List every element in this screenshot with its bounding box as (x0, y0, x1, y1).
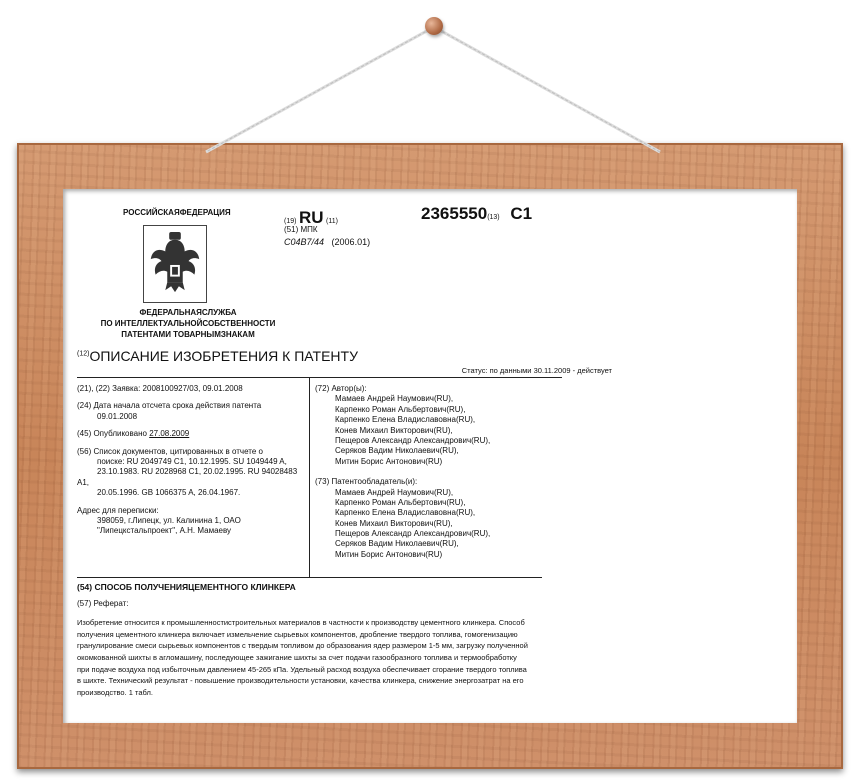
list-item: Конев Михаил Викторович(RU), (335, 425, 453, 435)
list-item: Карпенко Елена Владиславовна(RU), (335, 508, 476, 518)
pin-icon (425, 17, 443, 35)
patent-number: 2365550(13) C1 (421, 204, 533, 223)
coat-of-arms-icon (143, 225, 207, 303)
list-item: Пещеров Александр Александрович(RU), (335, 435, 491, 445)
list-item: Серяков Вадим Николаевич(RU), (335, 539, 459, 549)
wooden-frame (17, 143, 843, 769)
list-item: Конев Михаил Викторович(RU), (335, 518, 453, 528)
patent-document (63, 189, 797, 723)
divider (77, 577, 542, 578)
agency-name: ФЕДЕРАЛЬНАЯСЛУЖБА ПО ИНТЕЛЛЕКТУАЛЬНОЙСОБСТВЕННОСТИ ПАТЕНТАМИ ТОВАРНЫМЗНАКАМ (100, 308, 276, 339)
divider (309, 377, 310, 577)
list-item: Карпенко Роман Альбертович(RU), (335, 404, 466, 414)
invention-title: (54) СПОСОБ ПОЛУЧЕНИЯЦЕМЕНТНОГО КЛИНКЕРА (77, 582, 296, 592)
list-item: Пещеров Александр Александрович(RU), (335, 529, 491, 539)
description-title: $^{(12)}$ОПИСАНИЕ ИЗОБРЕТЕНИЯ К ПАТЕНТУ (77, 348, 358, 364)
authors-block: (72) Автор(ы): Мамаев Андрей Наумович(RU), Карпенко Роман Альбертович(RU), Карпенко Елена Владиславовна(RU), Конев Михаил Викторович(RU), Пещеров Александр Александрович(RU), Серяков Вадим Николаевич(RU), Митин Борис Антонович(RU) (73) Патентообладатель(и): Мамаев Андрей Наумович(RU), Карпенко Роман Альбертович(RU), Карпенко Елена Владиславовна(RU), Конев Михаил Викторович(RU), Пещеров Александр Александрович(RU), Серяков Вадим Николаевич(RU), Митин Борис Антонович(RU) (315, 384, 555, 560)
list-item: Серяков Вадим Николаевич(RU), (335, 446, 459, 456)
country-code: (19) RU (11) (284, 208, 338, 227)
abstract-label: (57) Реферат: (77, 599, 129, 608)
country-label: РОССИЙСКАЯФЕДЕРАЦИЯ (123, 208, 231, 217)
list-item: Карпенко Роман Альбертович(RU), (335, 497, 466, 507)
abstract-text: Изобретение относится к промышленностистроительных материалов в частности к производству цементного клинкера. Способ получения цементного клинкера включает измельчение сырьевых компонентов, дробление твердого топлива, гомогенизацию гранулирование смеси сырьевых компонентов с твердым топливом до образования ядер размером 1-5 мм, загрузку полученной окомкованной шихты в агломашину, последующее зажигание шихты за счет подачи газообразного топлива и термообработку при подаче воздуха под избыточным давлением 45-265 кПа. Удельный расход воздуха обеспечивает сгорание твердого топлива в шихте. Технический результат - повышение производительности установки, качества клинкера, снижение энергозатрат на его производство. 1 табл. (77, 618, 528, 697)
mpk-class: C04B7/44 (2006.01) (284, 237, 371, 247)
list-item: Митин Борис Антонович(RU) (335, 456, 443, 466)
divider (77, 377, 562, 378)
list-item: Карпенко Елена Владиславовна(RU), (335, 415, 476, 425)
bibliographic-data: (21), (22) Заявка: 2008100927/03, 09.01.2008 (24) Дата начала отсчета срока действия патента 09.01.2008 (45) Опубликовано 27.08.2009 (56) Список документов, цитированных в отчете о поиске: RU 2049749 C1, 10.12.1995. SU 1049449 A, 23.10.1983. RU 2028968 C1, 20.02.1995. RU 94028483 A1, 20.05.1996. GB 1066375 A, 26.04.1967. Адрес для переписки: 398059, г.Липецк, ул. Калинина 1, ОАО "Липецкстальпроект", А.Н. Мамаеву (77, 384, 298, 536)
list-item: Мамаев Андрей Наумович(RU), (335, 487, 454, 497)
mpk-label: (51) МПК (284, 225, 318, 234)
status-line: Статус: по данными 30.11.2009 - действует (461, 366, 612, 375)
list-item: Митин Борис Антонович(RU) (335, 549, 443, 559)
list-item: Мамаев Андрей Наумович(RU), (335, 394, 454, 404)
